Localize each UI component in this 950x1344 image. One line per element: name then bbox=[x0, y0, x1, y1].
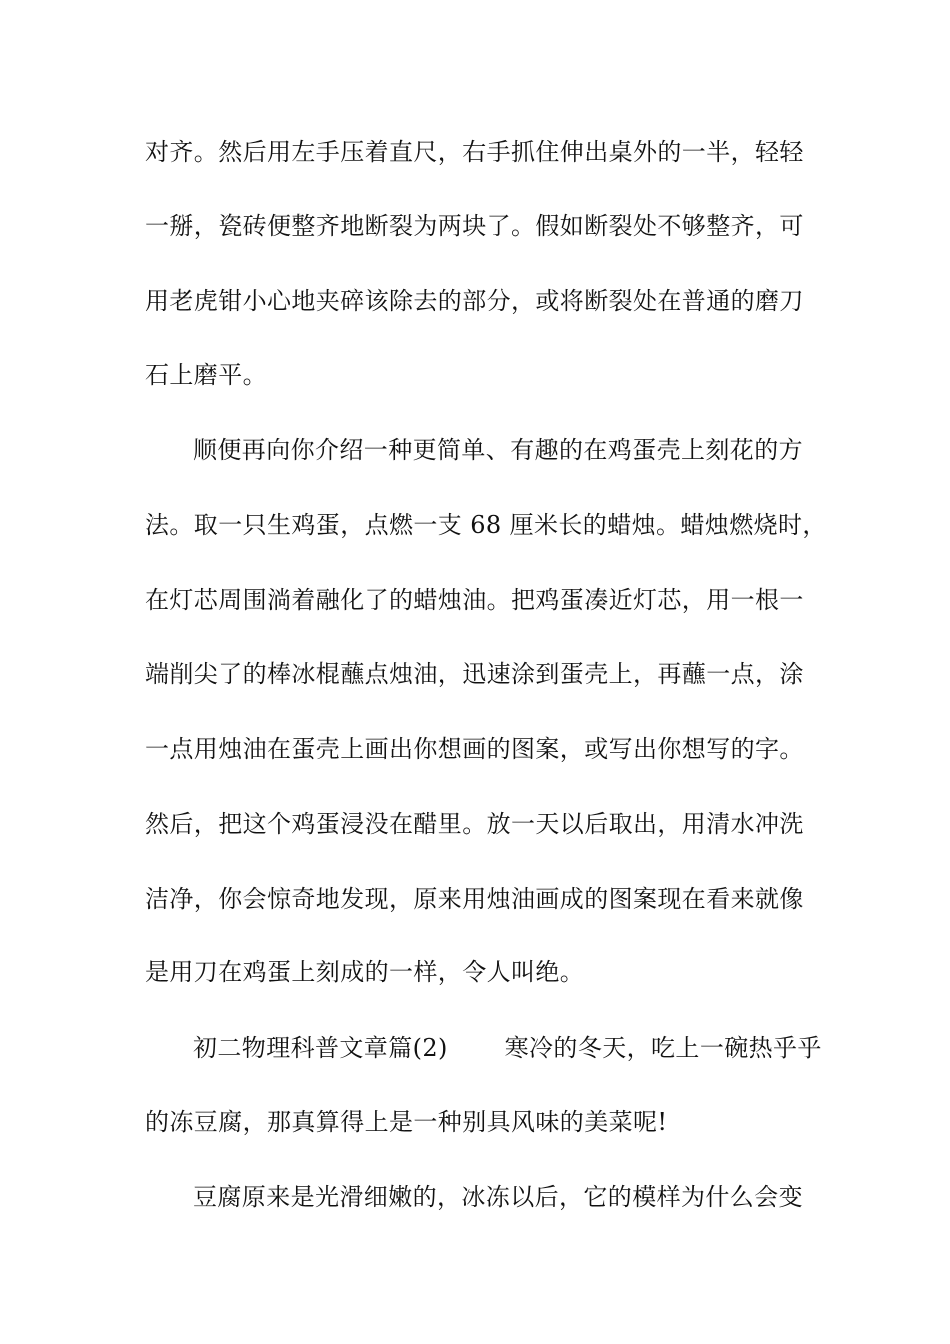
text-line: 端削尖了的棒冰棍蘸点烛油，迅速涂到蛋壳上，再蘸一点，涂 bbox=[145, 660, 804, 688]
text-line: 法。取一只生鸡蛋，点燃一支 68 厘米长的蜡烛。蜡烛燃烧时， bbox=[145, 511, 827, 539]
text-line: 洁净，你会惊奇地发现，原来用烛油画成的图案现在看来就像 bbox=[145, 885, 804, 913]
text-line: 对齐。然后用左手压着直尺，右手抓住伸出桌外的一半，轻轻 bbox=[145, 138, 804, 166]
text-line: 在灯芯周围淌着融化了的蜡烛油。把鸡蛋凑近灯芯，用一根一 bbox=[145, 586, 804, 614]
text-line: 然后，把这个鸡蛋浸没在醋里。放一天以后取出，用清水冲洗 bbox=[145, 810, 804, 838]
section-heading-line: 初二物理科普文章篇(2) 寒冷的冬天，吃上一碗热乎乎 bbox=[193, 1034, 822, 1062]
text-line: 的冻豆腐，那真算得上是一种别具风味的美菜呢! bbox=[145, 1108, 668, 1136]
text-line: 是用刀在鸡蛋上刻成的一样，令人叫绝。 bbox=[145, 958, 585, 986]
paragraph-first-line: 顺便再向你介绍一种更简单、有趣的在鸡蛋壳上刻花的方 bbox=[193, 436, 803, 464]
text-line: 一掰，瓷砖便整齐地断裂为两块了。假如断裂处不够整齐，可 bbox=[145, 212, 804, 240]
text-line: 用老虎钳小心地夹碎该除去的部分，或将断裂处在普通的磨刀 bbox=[145, 287, 804, 315]
text-line: 一点用烛油在蛋壳上画出你想画的图案，或写出你想写的字。 bbox=[145, 735, 804, 763]
paragraph-first-line: 豆腐原来是光滑细嫩的，冰冻以后，它的模样为什么会变 bbox=[193, 1183, 803, 1211]
text-line: 石上磨平。 bbox=[145, 361, 267, 389]
